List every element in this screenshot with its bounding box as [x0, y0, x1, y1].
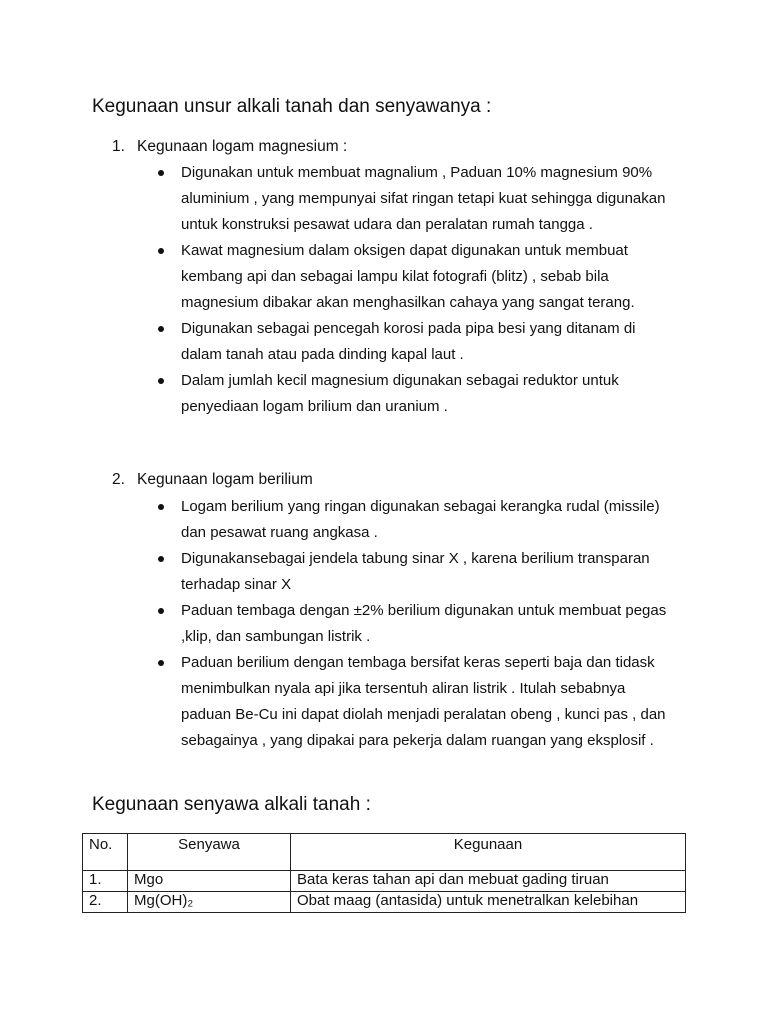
- header-kegunaan: Kegunaan: [291, 834, 686, 871]
- section-berilium-heading: [112, 471, 313, 489]
- cell-kegunaan: Bata keras tahan api dan mebuat gading tiruan: [291, 871, 686, 892]
- compounds-title: Kegunaan senyawa alkali tanah :: [92, 794, 371, 815]
- table-row: [83, 871, 686, 892]
- section-title: Kegunaan logam berilium: [137, 471, 313, 488]
- list-item: Paduan tembaga dengan ±2% berilium digunakan untuk membuat pegas ,klip, dan sambungan listrik .: [158, 598, 678, 650]
- section-number: 1.: [112, 138, 125, 155]
- list-item: Paduan berilium dengan tembaga bersifat keras seperti baja dan tidask menimbulkan nyala api jika tersentuh aliran listrik . Itulah sebabnya paduan Be-Cu ini dapat diolah menjadi peralatan obeng , kunci pas , dan sebagainya , yang dipakai para pekerja dalam ruangan yang eksplosif .: [158, 650, 678, 754]
- cell-no: 2.: [83, 892, 128, 913]
- cell-senyawa: Mgo: [128, 871, 291, 892]
- header-no: No.: [83, 834, 128, 871]
- section-number: 2.: [112, 471, 125, 488]
- list-item: Digunakansebagai jendela tabung sinar X , karena berilium transparan terhadap sinar X: [158, 546, 678, 598]
- list-item: Dalam jumlah kecil magnesium digunakan sebagai reduktor untuk penyediaan logam brilium dan uranium .: [158, 368, 678, 420]
- section-title: Kegunaan logam magnesium :: [137, 138, 348, 155]
- list-item: Digunakan untuk membuat magnalium , Paduan 10% magnesium 90% aluminium , yang mempunyai sifat ringan tetapi kuat sehingga digunakan untuk konstruksi pesawat udara dan peralatan rumah tangga .: [158, 160, 678, 238]
- list-item: Logam berilium yang ringan digunakan sebagai kerangka rudal (missile) dan pesawat ruang angkasa .: [158, 494, 678, 546]
- cell-no: 1.: [83, 871, 128, 892]
- compounds-table: [82, 833, 686, 913]
- section-magnesium-heading: [112, 138, 347, 156]
- berilium-uses-list: [158, 494, 678, 754]
- magnesium-uses-list: [158, 160, 678, 420]
- header-senyawa: Senyawa: [128, 834, 291, 871]
- table-row: [83, 892, 686, 913]
- list-item: Digunakan sebagai pencegah korosi pada pipa besi yang ditanam di dalam tanah atau pada dinding kapal laut .: [158, 316, 678, 368]
- table-header-row: [83, 834, 686, 871]
- cell-kegunaan: Obat maag (antasida) untuk menetralkan kelebihan: [291, 892, 686, 913]
- list-item: Kawat magnesium dalam oksigen dapat digunakan untuk membuat kembang api dan sebagai lampu kilat fotografi (blitz) , sebab bila magnesium dibakar akan menghasilkan cahaya yang sangat terang.: [158, 238, 678, 316]
- cell-senyawa: Mg(OH)₂: [128, 892, 291, 913]
- page-title: Kegunaan unsur alkali tanah dan senyawanya :: [92, 96, 492, 117]
